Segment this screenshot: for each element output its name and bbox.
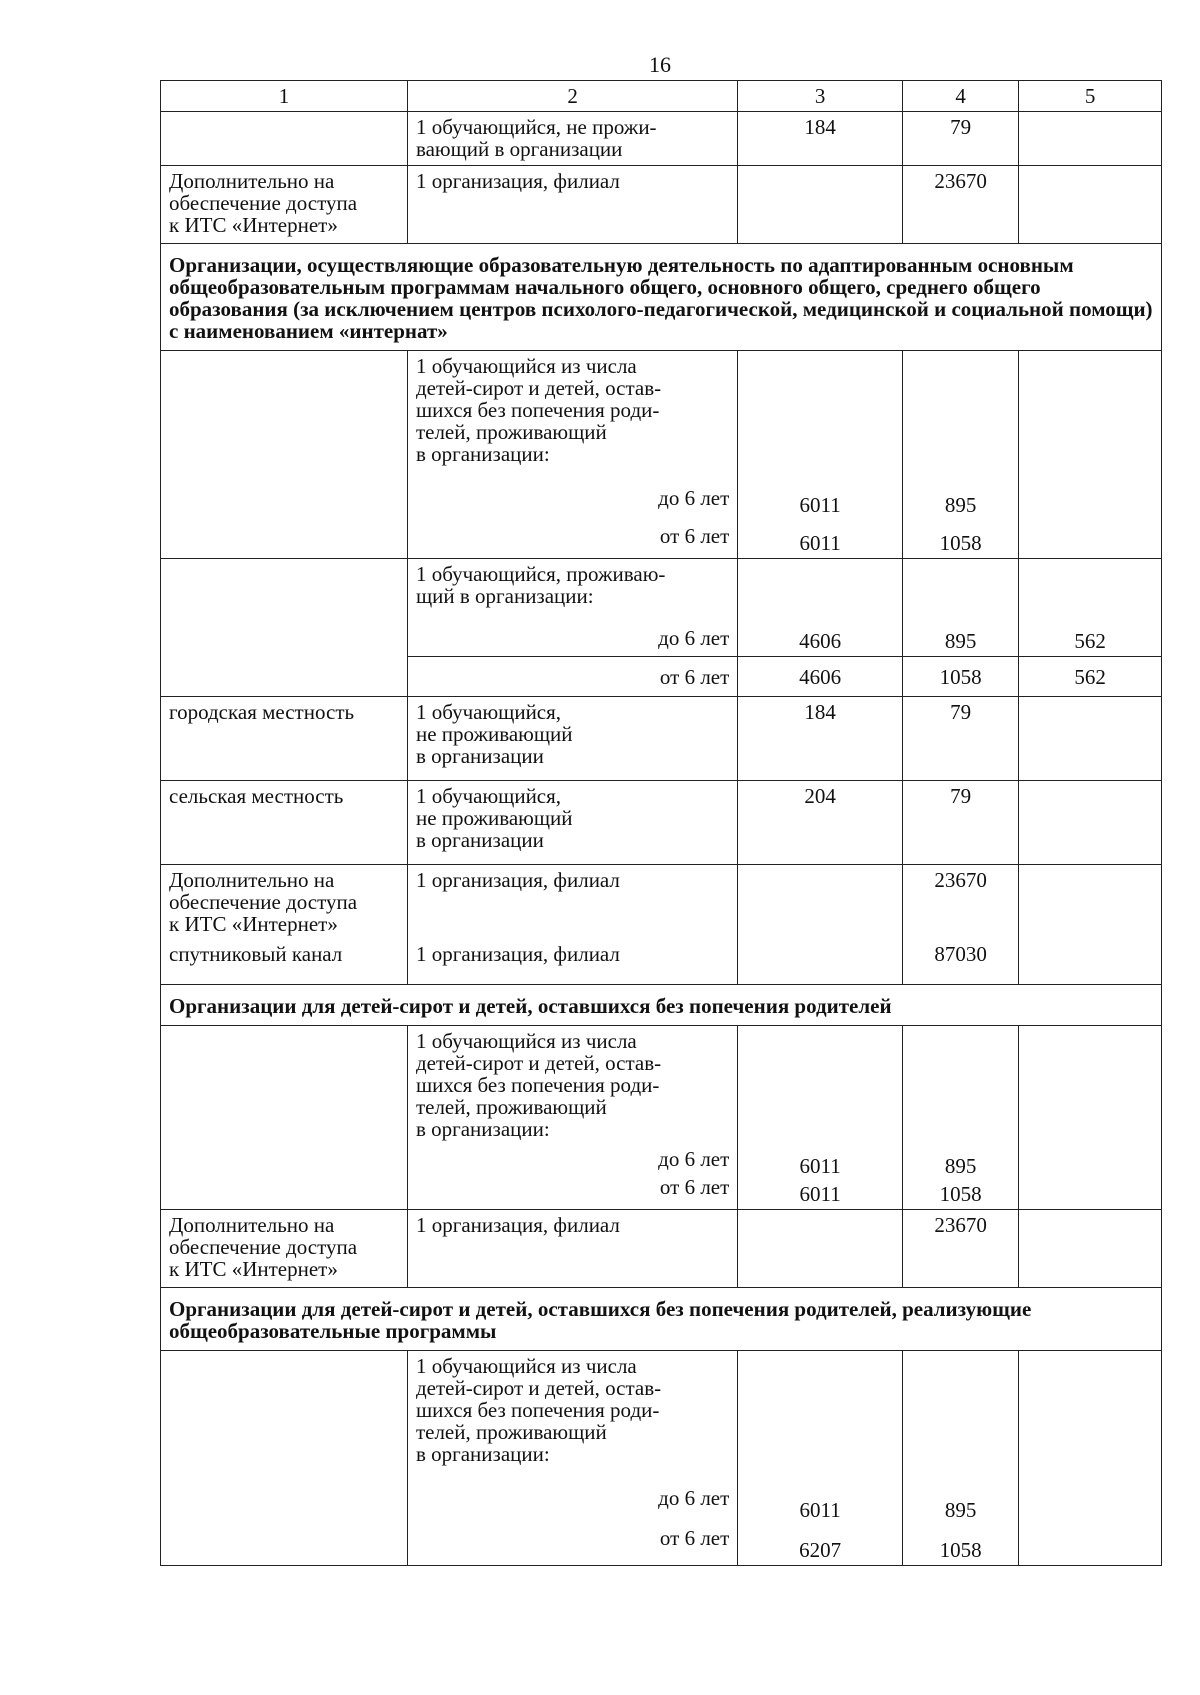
age-label: от 6 лет	[659, 1526, 730, 1550]
table-row	[161, 559, 1162, 657]
row-category: Дополнительно на обеспечение доступа к ИТС «Интернет»	[161, 1210, 408, 1288]
row-category: Дополнительно на обеспечение доступа к ИТС «Интернет»	[161, 166, 408, 244]
age-label: до 6 лет	[658, 1147, 730, 1171]
table-row	[161, 781, 1162, 865]
table-row	[161, 351, 1162, 559]
row-description: 1 обучающийся из числа детей-сирот и детей, остав- шихся без попечения роди- телей, проживающий в организации:	[415, 1029, 662, 1141]
cell-value: 6011	[799, 1182, 841, 1206]
header-cell-3: 3	[738, 81, 903, 112]
cell-value: 895	[944, 1154, 977, 1178]
table-row	[161, 166, 1162, 244]
age-label: от 6 лет	[659, 524, 730, 548]
cell-value: 79	[902, 781, 1018, 865]
row-category: Дополнительно на обеспечение доступа к ИТС «Интернет»	[169, 868, 358, 936]
header-cell-2: 2	[407, 81, 737, 112]
cell-value: 23670	[934, 868, 987, 892]
row-description: 1 организация, филиал	[415, 868, 620, 892]
row-description: 1 обучающийся, не проживающий в организации	[407, 697, 737, 781]
section-header-row	[161, 985, 1162, 1026]
cell-value: 23670	[902, 166, 1018, 244]
cell-value: 204	[738, 781, 903, 865]
cell-value: 1058	[902, 657, 1018, 697]
row-category: спутниковый канал	[169, 942, 343, 966]
cell-value: 895	[902, 559, 1018, 657]
cell-value: 79	[902, 112, 1018, 166]
header-cell-4: 4	[902, 81, 1018, 112]
cell-value: 6011	[799, 531, 841, 555]
cell-value: 1058	[939, 1538, 982, 1562]
cell-value: 4606	[738, 657, 903, 697]
section-header-row	[161, 1288, 1162, 1351]
section-title: Организации для детей-сирот и детей, оставшихся без попечения родителей	[161, 985, 1162, 1026]
section-header-row	[161, 244, 1162, 351]
cell-value: 6011	[799, 493, 841, 517]
row-description: 1 обучающийся из числа детей-сирот и детей, остав- шихся без попечения роди- телей, проживающий в организации:	[415, 354, 662, 466]
cell-value: 6207	[799, 1538, 842, 1562]
table-row	[161, 697, 1162, 781]
cell-value: 895	[944, 1498, 977, 1522]
section-title: Организации для детей-сирот и детей, оставшихся без попечения родителей, реализующие общеобразовательные программы	[161, 1288, 1162, 1351]
row-category: сельская местность	[161, 781, 408, 865]
page-number: 16	[649, 52, 671, 77]
cell-value: 1058	[939, 1182, 982, 1206]
row-description: 1 обучающийся, не проживающий в организации	[407, 781, 737, 865]
table-row	[161, 112, 1162, 166]
row-description: 1 обучающийся, проживаю- щий в организации:	[415, 562, 666, 608]
row-description: 1 организация, филиал	[407, 166, 737, 244]
cell-value: 79	[902, 697, 1018, 781]
section-title: Организации, осуществляющие образовательную деятельность по адаптированным основным общеобразовательным программам начального общего, основного общего, среднего общего образования (за исключением центров психолого-педагогической, медицинской и социальной помощи) с наименованием «интернат»	[161, 244, 1162, 351]
age-label: от 6 лет	[407, 657, 737, 697]
cell-value: 562	[1019, 657, 1162, 697]
age-label: до 6 лет	[658, 486, 730, 510]
row-description: 1 обучающийся, не прожи- вающий в организации	[407, 112, 737, 166]
age-label: до 6 лет	[658, 1486, 730, 1510]
tariff-table	[160, 80, 1162, 1566]
cell-value: 23670	[902, 1210, 1018, 1288]
cell-value: 6011	[799, 1498, 841, 1522]
cell-value: 6011	[799, 1154, 841, 1178]
age-label: до 6 лет	[658, 626, 730, 650]
cell-value: 184	[738, 112, 903, 166]
cell-value: 4606	[738, 559, 903, 657]
header-cell-1: 1	[161, 81, 408, 112]
cell-value: 87030	[934, 942, 987, 966]
row-description: 1 обучающийся из числа детей-сирот и детей, остав- шихся без попечения роди- телей, проживающий в организации:	[415, 1354, 662, 1466]
cell-value: 1058	[939, 531, 982, 555]
table-row	[161, 1026, 1162, 1210]
table-row	[161, 1351, 1162, 1566]
cell-value: 895	[944, 493, 977, 517]
cell-value: 184	[738, 697, 903, 781]
header-cell-5: 5	[1019, 81, 1162, 112]
row-description: 1 организация, филиал	[407, 1210, 737, 1288]
age-label: от 6 лет	[659, 1175, 730, 1199]
table-row	[161, 865, 1162, 985]
table-row	[161, 1210, 1162, 1288]
row-description: 1 организация, филиал	[415, 942, 620, 966]
row-category: городская местность	[161, 697, 408, 781]
table-header-row	[161, 81, 1162, 112]
cell-value: 562	[1019, 559, 1162, 657]
